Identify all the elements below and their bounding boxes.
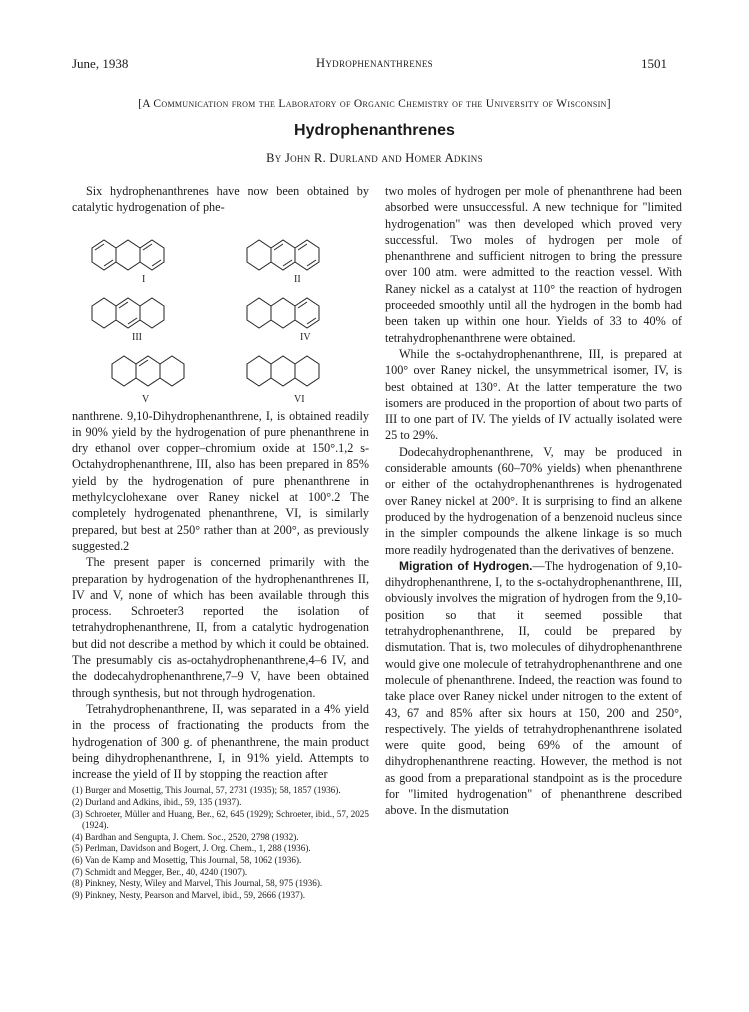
right-paragraph-3: Dodecahydrophenanthrene, V, may be produced in considerable amounts (60–70% yields) when phenanthrene or either of the octahydrophenanthrenes is hydrogenated over Raney nickel at 200°. It is surprising to find an alkene produced by the hydrogenation of a benzenoid nucleus since in the simpler compounds the alkene linkage is so much more readily hydrogenated than the derivatives of benzene. [385,444,682,557]
footnotes [72,785,369,901]
right-column [385,183,682,819]
section-text: —The hydrogenation of 9,10-dihydrophenanthrene, I, to the s-octahydrophenanthrene, III, obviously involves the migration of hydrogen from the 9,10-position so that it seemed possible that tetrahydrophenanthrene, II, could be prepared by dismutation. That is, two molecules of dihydrophenanthrene would give one molecule of tetrahydrophenanthrene and one molecule of phenanthrene. Indeed, the reaction was found to take place over Raney nickel under nitrogen to the extent of 43, 67 and 85% after six hours at 150, 200 and 250°, respectively. The yields of tetrahydrophenanthrene isolated were quite good, being 69% of the amount of dihydrophenanthrene reacting. However, the method is not as good from a preparational standpoint as is the procedure for "limited hydrogenation" of phenanthrene described above. In the dismutation [385,558,683,818]
section-heading: Migration of Hydrogen. [399,558,533,573]
intro-paragraph: Six hydrophenanthrenes have now been obtained by catalytic hydrogenation of phe- [72,184,369,215]
running-title: Hydrophenanthrenes [316,56,433,70]
footnote: (4) Bardhan and Sengupta, J. Chem. Soc., 2520, 2798 (1932). [72,831,299,842]
structure-I [92,240,164,270]
structure-IV [247,298,319,328]
header-date: June, 1938 [72,56,129,71]
left-paragraph-3: Tetrahydrophenanthrene, II, was separated in a 4% yield in the process of fractionating the products from the hydrogenation of 300 g. of phenanthrene, the main product being dihydrophenanthrene, I, in 91% yield. Attempts to increase the yield of II by stopping the reaction after [72,701,369,782]
label-III: III [132,331,142,343]
left-column [72,183,369,901]
label-V: V [142,393,150,405]
footnote: (5) Perlman, Davidson and Bogert, J. Org. Chem., 1, 288 (1936). [72,843,311,854]
label-II: II [294,273,301,285]
footnote: (8) Pinkney, Nesty, Wiley and Marvel, This Journal, 58, 975 (1936). [72,878,323,889]
footnote: (9) Pinkney, Nesty, Pearson and Marvel, ibid., 59, 2666 (1937). [72,889,306,900]
right-paragraph-4 [385,558,682,819]
label-IV: IV [300,331,311,343]
footnote: (6) Van de Kamp and Mosettig, This Journal, 58, 1062 (1936). [72,854,302,865]
left-paragraph-1: nanthrene. 9,10-Dihydrophenanthrene, I, is obtained readily in 90% yield by the hydrogenation of pure phenanthrene in dry ethanol over copper–chromium oxide at 150°.1,2 s-Octahydrophenanthrene, III, also has been prepared in 85% yield by the hydrogenation of pure phenanthrene in methylcyclohexane over Raney nickel at 100°.2 The completely hydrogenated phenanthrene, VI, is similarly prepared, but best at 250° rather than at 200°, as previously suggested.2 [72,408,369,553]
structure-II [247,240,319,270]
footnote: (3) Schroeter, Müller and Huang, Ber., 62, 645 (1929); Schroeter, ibid., 57, 2025 (1924). [72,808,369,831]
phenanthrene-structures [72,218,369,406]
footnote: (1) Burger and Mosettig, This Journal, 57, 2731 (1935); 58, 1857 (1936). [72,785,341,796]
label-VI: VI [294,393,305,405]
left-paragraph-2: The present paper is concerned primarily with the preparation by hydrogenation of the hydrophenanthrenes II, IV and V, none of which has been available through this process. Schroeter3 reported the isolation of tetrahydrophenanthrene, II, from a catalytic hydrogenation but did not describe a method by which it could be obtained. The presumably cis as-octahydrophenanthrene,4–6 IV, and the dodecahydrophenanthrene,7–9 V, have been obtained through synthesis, but not through hydrogenation. [72,555,369,700]
communication-line: [A Communication from the Laboratory of Organic Chemistry of the University of Wisconsin] [138,98,611,110]
right-paragraph-1: two moles of hydrogen per mole of phenanthrene had been absorbed were unsuccessful. A new technique for "limited hydrogenation" was then developed which proved very successful. Two moles of hydrogen per mole of phenanthrene and sufficient nitrogen to bring the pressure over 100 atm. were admitted to the reaction vessel. With Raney nickel as a catalyst at 110° the reaction of hydrogen proceeded smoothly until all the hydrogen in the bomb had been taken up within one hour. Yields of 33 to 40% of tetrahydrophenanthrene were obtained. [385,184,682,345]
structure-III [92,298,164,328]
page-number: 1501 [641,56,667,71]
right-paragraph-2: While the s-octahydrophenanthrene, III, is prepared at 100° over Raney nickel, the unsymmetrical isomer, IV, is best obtained at 130°. At the latter temperature the two isomers are produced in the proportion of about two parts of III to one part of IV. The yields of IV actually isolated were 25 to 29%. [385,346,682,443]
structure-VI [247,356,319,386]
article-title: Hydrophenanthrenes [294,122,455,139]
footnote: (7) Schmidt and Megger, Ber., 40, 4240 (1907). [72,866,248,877]
footnote: (2) Durland and Adkins, ibid., 59, 135 (1937). [72,797,242,808]
byline: By John R. Durland and Homer Adkins [266,151,483,165]
structure-V [112,356,184,386]
structure-figure [72,218,369,406]
label-I: I [142,273,146,285]
